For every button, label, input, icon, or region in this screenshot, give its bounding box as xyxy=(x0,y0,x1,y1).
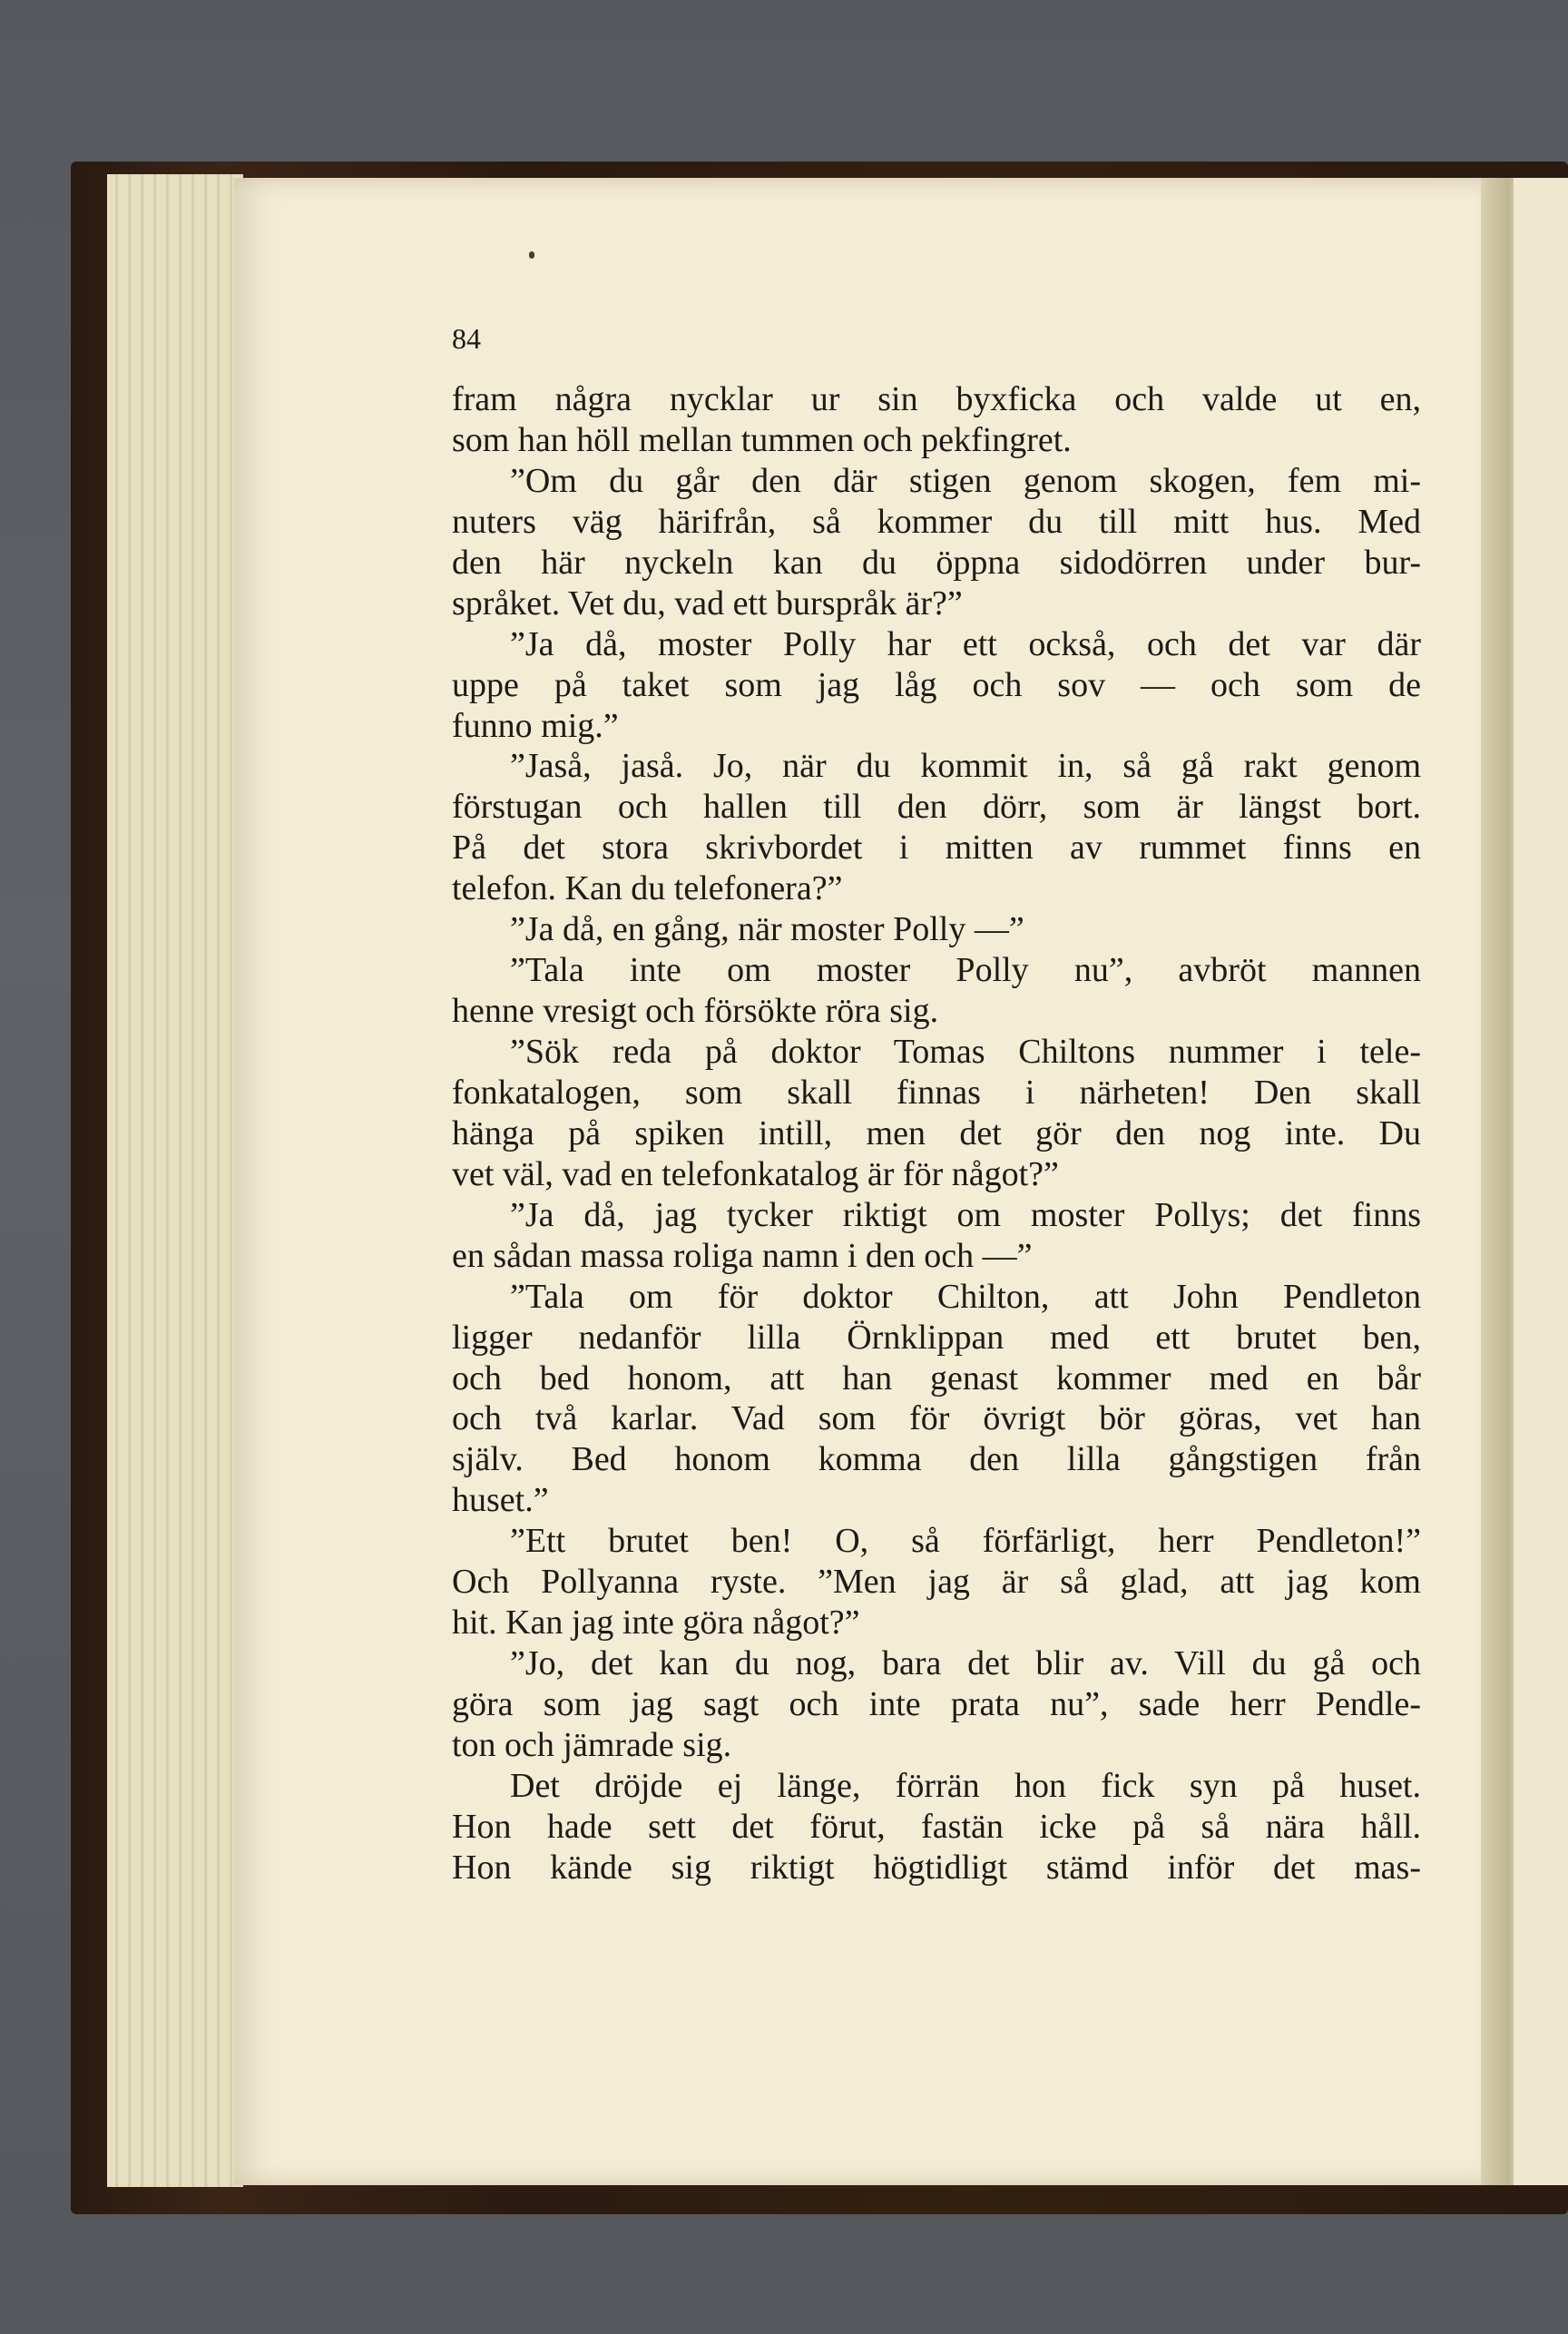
text-line: fonkatalogen, som skall finnas i närheten! Den skall xyxy=(452,1073,1421,1112)
text-line: språket. Vet du, vad ett burspråk är?” xyxy=(452,584,963,623)
text-line: ”Ja då, en gång, när moster Polly —” xyxy=(510,910,1024,949)
text-line: och två karlar. Vad som för övrigt bör göras, vet han xyxy=(452,1399,1421,1438)
text-line: På det stora skrivbordet i mitten av rummet finns en xyxy=(452,829,1421,868)
text-line: hit. Kan jag inte göra något?” xyxy=(452,1603,860,1643)
text-line: ”Sök reda på doktor Tomas Chiltons nummer i tele- xyxy=(510,1033,1421,1071)
text-line: göra som jag sagt och inte prata nu”, sade herr Pendle- xyxy=(452,1685,1421,1723)
text-line: ”Om du går den där stigen genom skogen, fem mi- xyxy=(510,461,1421,500)
text-line: ”Ja då, moster Polly har ett också, och det var där xyxy=(510,624,1421,663)
text-line: som han höll mellan tummen och pekfingret. xyxy=(452,420,1072,459)
text-line: ”Tala inte om moster Polly nu”, avbröt mannen xyxy=(510,951,1421,990)
text-line: Det dröjde ej länge, förrän hon fick syn på huset. xyxy=(510,1766,1421,1805)
text-line: ”Ett brutet ben! O, så förfärligt, herr Pendleton!” xyxy=(510,1522,1421,1561)
text-line: uppe på taket som jag låg och sov — och som de xyxy=(452,665,1421,704)
text-line: förstugan och hallen till den dörr, som är längst bort. xyxy=(452,788,1421,827)
text-line: nuters väg härifrån, så kommer du till mitt hus. Med xyxy=(452,502,1421,541)
paper-speck xyxy=(529,251,534,259)
text-line: funno mig.” xyxy=(452,706,619,745)
text-line: Hon kände sig riktigt högtidligt stämd inför det mas- xyxy=(452,1848,1421,1887)
text-line: hänga på spiken intill, men det gör den nog inte. Du xyxy=(452,1113,1421,1152)
text-line: ”Ja då, jag tycker riktigt om moster Pollys; det finns xyxy=(510,1195,1421,1234)
text-line: fram några nycklar ur sin byxficka och valde ut en, xyxy=(452,380,1421,418)
text-line: ”Tala om för doktor Chilton, att John Pendleton xyxy=(510,1277,1421,1316)
page-edges xyxy=(107,174,243,2187)
text-line: den här nyckeln kan du öppna sidodörren under bur- xyxy=(452,543,1421,582)
facing-page-edge xyxy=(1514,178,1568,2185)
text-line: ligger nedanför lilla Örnklippan med ett brutet ben, xyxy=(452,1318,1421,1357)
text-line: och bed honom, att han genast kommer med en bår xyxy=(452,1358,1421,1397)
text-line: telefon. Kan du telefonera?” xyxy=(452,869,843,908)
text-line: vet väl, vad en telefonkatalog är för något?” xyxy=(452,1154,1059,1193)
text-line: ton och jämrade sig. xyxy=(452,1725,732,1764)
text-line: Och Pollyanna ryste. ”Men jag är så glad, att jag kom xyxy=(452,1563,1421,1602)
text-line: en sådan massa roliga namn i den och —” xyxy=(452,1236,1033,1275)
text-line: ”Jaså, jaså. Jo, när du kommit in, så gå rakt genom xyxy=(510,747,1421,786)
text-line: Hon hade sett det förut, fastän icke på så nära håll. xyxy=(452,1807,1421,1846)
text-line: huset.” xyxy=(452,1481,549,1520)
body-text xyxy=(452,379,1421,1888)
text-line: henne vresigt och försökte röra sig. xyxy=(452,992,939,1031)
page-number: 84 xyxy=(452,322,481,355)
text-line: själv. Bed honom komma den lilla gångstigen från xyxy=(452,1440,1421,1479)
text-line: ”Jo, det kan du nog, bara det blir av. Vill du gå och xyxy=(510,1644,1421,1683)
